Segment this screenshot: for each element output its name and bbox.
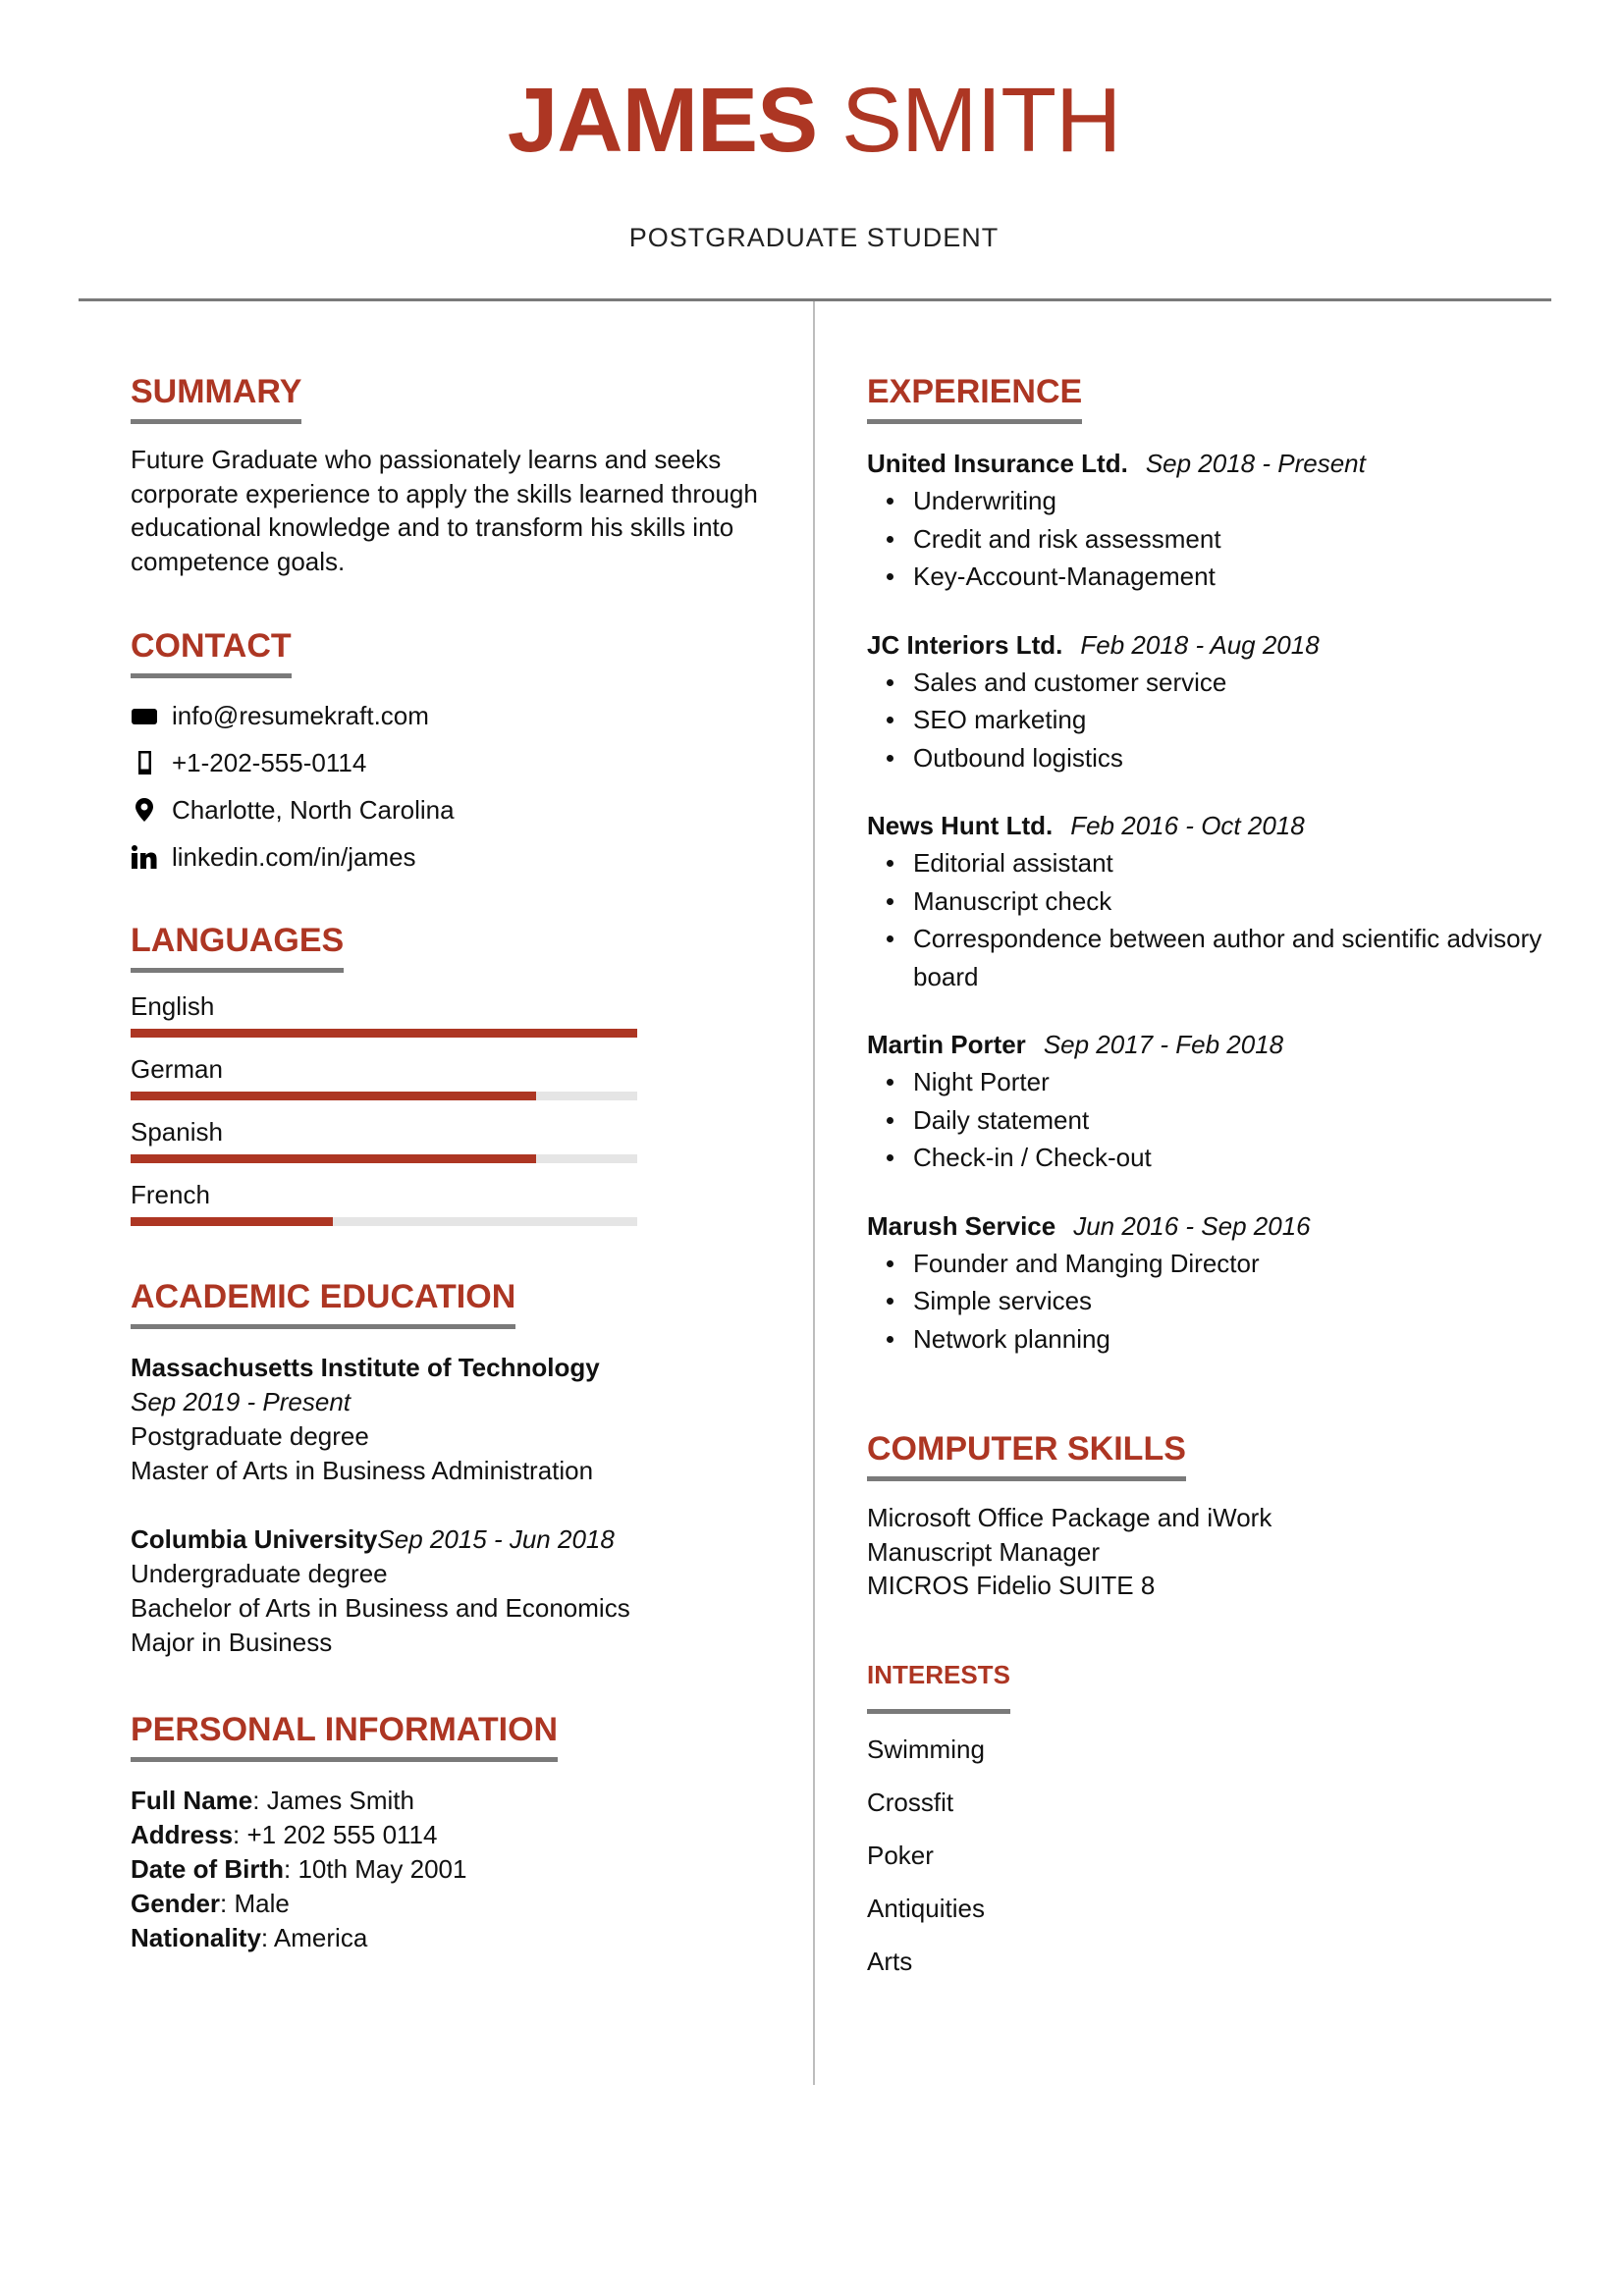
- job-bullet: Editorial assistant: [867, 844, 1554, 882]
- summary-text: Future Graduate who passionately learns and seeks corporate experience to apply the skills learned through educational knowledge and to transform his skills into competence goals.: [131, 445, 758, 576]
- education-item: [131, 1522, 769, 1660]
- language-level-bar: [131, 1217, 637, 1226]
- heading-underline: [867, 1709, 1010, 1714]
- education-line: Master of Arts in Business Administration: [131, 1456, 594, 1485]
- language-level-fill: [131, 1217, 333, 1226]
- job-bullet: Underwriting: [867, 482, 1554, 520]
- education-line: Undergraduate degree: [131, 1559, 388, 1588]
- company-name: JC Interiors Ltd.: [867, 629, 1063, 660]
- language-name: French: [131, 1180, 210, 1209]
- education-section: [131, 1277, 769, 1694]
- heading-underline: [867, 419, 1082, 424]
- heading-underline: [131, 673, 292, 678]
- personal-info-row: [131, 1921, 769, 1955]
- education-line: Bachelor of Arts in Business and Economics: [131, 1593, 630, 1623]
- first-name: JAMES: [507, 69, 818, 171]
- personal-info-row: [131, 1887, 769, 1921]
- language-item: [131, 1177, 637, 1226]
- language-item: [131, 1051, 637, 1100]
- language-level-fill: [131, 1029, 637, 1038]
- job-bullet: Manuscript check: [867, 882, 1554, 921]
- contact-section: [131, 626, 769, 881]
- contact-text[interactable]: linkedin.com/in/james: [172, 841, 416, 872]
- section-heading: COMPUTER SKILLS: [867, 1430, 1186, 1468]
- skill-item: MICROS Fidelio SUITE 8: [867, 1571, 1156, 1600]
- email-icon: [131, 702, 158, 729]
- job-item: [867, 807, 1554, 995]
- job-bullets: [867, 664, 1554, 777]
- company-name: News Hunt Ltd.: [867, 811, 1054, 840]
- personal-info-value: : +1 202 555 0114: [233, 1820, 438, 1849]
- job-dates: Sep 2017 - Feb 2018: [1043, 1030, 1284, 1059]
- language-name: German: [131, 1054, 223, 1084]
- job-bullet: Credit and risk assessment: [867, 520, 1554, 559]
- education-dates: Sep 2019 - Present: [131, 1387, 352, 1416]
- skill-item: Microsoft Office Package and iWork: [867, 1503, 1272, 1532]
- language-level-bar: [131, 1029, 637, 1038]
- column-divider: [813, 301, 815, 2085]
- language-level-bar: [131, 1092, 637, 1100]
- interest-item: Poker: [867, 1841, 934, 1870]
- personal-info-label: Nationality: [131, 1923, 261, 1952]
- education-line: Postgraduate degree: [131, 1421, 369, 1451]
- heading-underline: [131, 1757, 558, 1762]
- personal-info-value: : 10th May 2001: [284, 1854, 467, 1884]
- personal-info-value: : Male: [220, 1889, 290, 1918]
- job-bullet: Founder and Manging Director: [867, 1245, 1554, 1283]
- personal-info-row: [131, 1818, 769, 1852]
- job-bullets: [867, 1063, 1554, 1177]
- company-name: United Insurance Ltd.: [867, 449, 1128, 478]
- personal-info-value: : America: [260, 1923, 368, 1952]
- job-bullet: Night Porter: [867, 1063, 1554, 1101]
- location-icon: [131, 796, 158, 824]
- interest-item: Swimming: [867, 1735, 985, 1764]
- personal-section: [131, 1710, 769, 1955]
- job-bullet: SEO marketing: [867, 701, 1554, 739]
- contact-phone: [131, 739, 769, 786]
- job-dates: Sep 2018 - Present: [1145, 449, 1366, 478]
- job-bullet: Sales and customer service: [867, 664, 1554, 702]
- section-heading: CONTACT: [131, 627, 292, 665]
- job-bullet: Key-Account-Management: [867, 558, 1554, 596]
- heading-underline: [131, 419, 301, 424]
- heading-underline: [131, 968, 344, 973]
- candidate-name: [0, 61, 1623, 179]
- heading-underline: [131, 1324, 515, 1329]
- header-divider: [79, 298, 1551, 301]
- job-item: [867, 626, 1554, 777]
- personal-info-label: Gender: [131, 1889, 221, 1918]
- contact-location: [131, 786, 769, 833]
- summary-section: [131, 372, 769, 578]
- job-dates: Feb 2018 - Aug 2018: [1080, 629, 1320, 660]
- contact-email: [131, 692, 769, 739]
- computer-skills-section: [867, 1429, 1554, 1603]
- language-level-bar: [131, 1154, 637, 1163]
- job-bullets: [867, 1245, 1554, 1359]
- job-bullet: Outbound logistics: [867, 739, 1554, 777]
- school-name: Massachusetts Institute of Technology: [131, 1353, 600, 1382]
- heading-underline: [867, 1476, 1186, 1481]
- phone-icon: [131, 749, 158, 776]
- contact-linkedin: [131, 833, 769, 881]
- job-item: [867, 1207, 1554, 1359]
- contact-text: +1-202-555-0114: [172, 747, 367, 777]
- job-bullet: Simple services: [867, 1282, 1554, 1320]
- personal-info-value: : James Smith: [252, 1786, 414, 1815]
- personal-info-row: [131, 1852, 769, 1887]
- education-dates: Sep 2015 - Jun 2018: [377, 1524, 615, 1554]
- company-name: Marush Service: [867, 1210, 1056, 1241]
- job-dates: Feb 2016 - Oct 2018: [1070, 811, 1305, 840]
- personal-info-row: [131, 1784, 769, 1818]
- language-level-fill: [131, 1092, 536, 1100]
- education-item: [131, 1351, 769, 1488]
- last-name: SMITH: [840, 69, 1121, 171]
- section-heading: ACADEMIC EDUCATION: [131, 1278, 516, 1315]
- interest-item: Arts: [867, 1947, 913, 1976]
- job-bullets: [867, 482, 1554, 596]
- interest-item: Crossfit: [867, 1788, 954, 1817]
- section-heading: PERSONAL INFORMATION: [131, 1711, 559, 1748]
- personal-info-label: Full Name: [131, 1786, 253, 1815]
- school-name: Columbia University: [131, 1524, 378, 1554]
- job-item: [867, 445, 1554, 596]
- contact-text[interactable]: info@resumekraft.com: [172, 700, 429, 730]
- job-bullets: [867, 844, 1554, 995]
- job-item: [867, 1026, 1554, 1177]
- experience-section: [867, 372, 1554, 1388]
- section-heading: INTERESTS: [867, 1660, 1010, 1689]
- interests-section: [867, 1648, 1554, 1988]
- language-item: [131, 988, 637, 1038]
- job-bullet: Daily statement: [867, 1101, 1554, 1140]
- job-bullet: Correspondence between author and scientific advisory board: [867, 920, 1554, 995]
- interest-item: Antiquities: [867, 1894, 985, 1923]
- language-name: Spanish: [131, 1117, 223, 1147]
- job-bullet: Network planning: [867, 1320, 1554, 1359]
- language-level-fill: [131, 1154, 536, 1163]
- linkedin-icon: [131, 843, 158, 871]
- language-item: [131, 1114, 637, 1163]
- contact-text: Charlotte, North Carolina: [172, 794, 455, 825]
- language-name: English: [131, 991, 215, 1021]
- job-dates: Jun 2016 - Sep 2016: [1073, 1210, 1311, 1241]
- company-name: Martin Porter: [867, 1030, 1026, 1059]
- section-heading: SUMMARY: [131, 373, 302, 410]
- personal-info-label: Address: [131, 1820, 234, 1849]
- section-heading: EXPERIENCE: [867, 373, 1083, 410]
- section-heading: LANGUAGES: [131, 922, 345, 959]
- languages-section: [131, 921, 769, 1240]
- job-title: POSTGRADUATE STUDENT: [628, 223, 1000, 252]
- personal-info-label: Date of Birth: [131, 1854, 284, 1884]
- job-bullet: Check-in / Check-out: [867, 1139, 1554, 1177]
- education-line: Major in Business: [131, 1628, 333, 1657]
- skill-item: Manuscript Manager: [867, 1536, 1100, 1567]
